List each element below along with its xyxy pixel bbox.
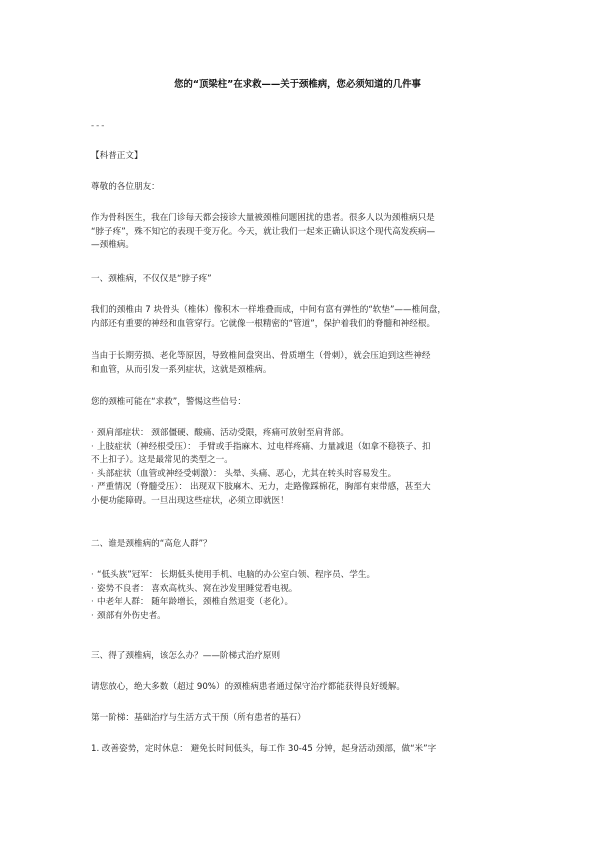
list-item bbox=[91, 583, 511, 597]
signal-text-continued: 小便功能障碍。一旦出现这些症状，必须立即就医！ bbox=[91, 495, 289, 506]
list-item bbox=[91, 569, 511, 583]
paragraph-line: 我们的颈椎由 7 块骨头（椎体）像积木一样堆叠而成，中间有富有弹性的“软垫”——椎间盘， bbox=[91, 305, 446, 315]
list-item bbox=[91, 596, 511, 610]
intro-paragraph bbox=[91, 212, 511, 253]
risk-group-text: “低头族”冠军： 长期低头使用手机、电脑的办公室白领、程序员、学生。 bbox=[97, 570, 376, 580]
intro-line: —颈椎病。 bbox=[91, 240, 134, 251]
step-1-item-1: 1. 改善姿势，定时休息： 避免长时间低头，每工作 30-45 分钟，起身活动颈部，做“米”字 bbox=[91, 744, 437, 754]
bullet-dot: · bbox=[91, 583, 94, 594]
bullet-dot: · bbox=[91, 610, 94, 621]
separator: --- bbox=[91, 121, 107, 131]
list-item bbox=[91, 468, 511, 482]
paragraph-spine-structure bbox=[91, 304, 511, 331]
intro-line: 作为骨科医生，我在门诊每天都会接诊大量被颈椎问题困扰的患者。很多人以为颈椎病只是 bbox=[91, 213, 435, 223]
signal-text-continued: 不上扣子）。这是最常见的类型之一。 bbox=[91, 455, 233, 466]
bullet-dot: · bbox=[91, 482, 94, 493]
list-item bbox=[91, 441, 511, 468]
heading-section-1: 一、颈椎病，不仅仅是“脖子疼” bbox=[91, 274, 212, 284]
paragraph-line: 内部还有重要的神经和血管穿行。它就像一根精密的“管道”，保护着我们的脊髓和神经根。 bbox=[91, 318, 436, 329]
risk-group-text: 颈部有外伤史者。 bbox=[97, 610, 166, 621]
paragraph-line: 当由于长期劳损、老化等原因，导致椎间盘突出、骨质增生（骨刺），就会压迫到这些神经 bbox=[91, 351, 431, 361]
paragraph-reassurance: 请您放心，绝大多数（超过 90%）的颈椎病患者通过保守治疗都能获得良好缓解。 bbox=[91, 682, 406, 692]
symptom-signal-list bbox=[91, 427, 511, 508]
section-tag: 【科普正文】 bbox=[91, 151, 143, 161]
bullet-dot: · bbox=[91, 570, 94, 580]
heading-section-3: 三、得了颈椎病，该怎么办？——阶梯式治疗原则 bbox=[91, 651, 281, 661]
signal-text: 颈肩部症状： 颈部僵硬、酸痛、活动受限，疼痛可放射至肩背部。 bbox=[97, 428, 349, 438]
risk-group-text: 中老年人群： 随年龄增长，颈椎自然退变（老化）。 bbox=[97, 597, 294, 608]
intro-line: “脖子疼”，殊不知它的表现千变万化。今天，就让我们一起来正确认识这个现代高发疾病— bbox=[91, 226, 436, 237]
paragraph-cause bbox=[91, 350, 511, 377]
list-item bbox=[91, 427, 511, 441]
bullet-dot: · bbox=[91, 441, 94, 452]
list-item bbox=[91, 610, 511, 624]
signal-text: 头部症状（血管或神经受刺激）： 头晕、头痛、恶心，尤其在转头时容易发生。 bbox=[97, 468, 397, 479]
risk-group-text: 姿势不良者： 喜欢高枕头、窝在沙发里睡觉看电视。 bbox=[97, 583, 298, 594]
step-1-heading: 第一阶梯：基础治疗与生活方式干预（所有患者的基石） bbox=[91, 713, 306, 723]
paragraph-warning-intro: 您的颈椎可能在“求救”，警惕这些信号： bbox=[91, 397, 246, 407]
paragraph-line: 和血管，从而引发一系列症状，这就是颈椎病。 bbox=[91, 364, 272, 375]
list-item bbox=[91, 481, 511, 508]
signal-text: 上肢症状（神经根受压）： 手臂或手指麻木、过电样疼痛、力量减退（如拿不稳筷子、扣 bbox=[97, 441, 431, 452]
bullet-dot: · bbox=[91, 468, 94, 479]
bullet-dot: · bbox=[91, 428, 94, 438]
heading-section-2: 二、谁是颈椎病的“高危人群”？ bbox=[91, 539, 212, 549]
risk-group-list bbox=[91, 569, 511, 623]
bullet-dot: · bbox=[91, 597, 94, 608]
signal-text: 严重情况（脊髓受压）： 出现双下肢麻木、无力，走路像踩棉花，胸部有束带感，甚至大 bbox=[97, 482, 431, 493]
document-title: 您的“顶梁柱”在求救——关于颈椎病，您必须知道的几件事 bbox=[174, 79, 421, 90]
greeting: 尊敬的各位朋友： bbox=[91, 182, 160, 192]
